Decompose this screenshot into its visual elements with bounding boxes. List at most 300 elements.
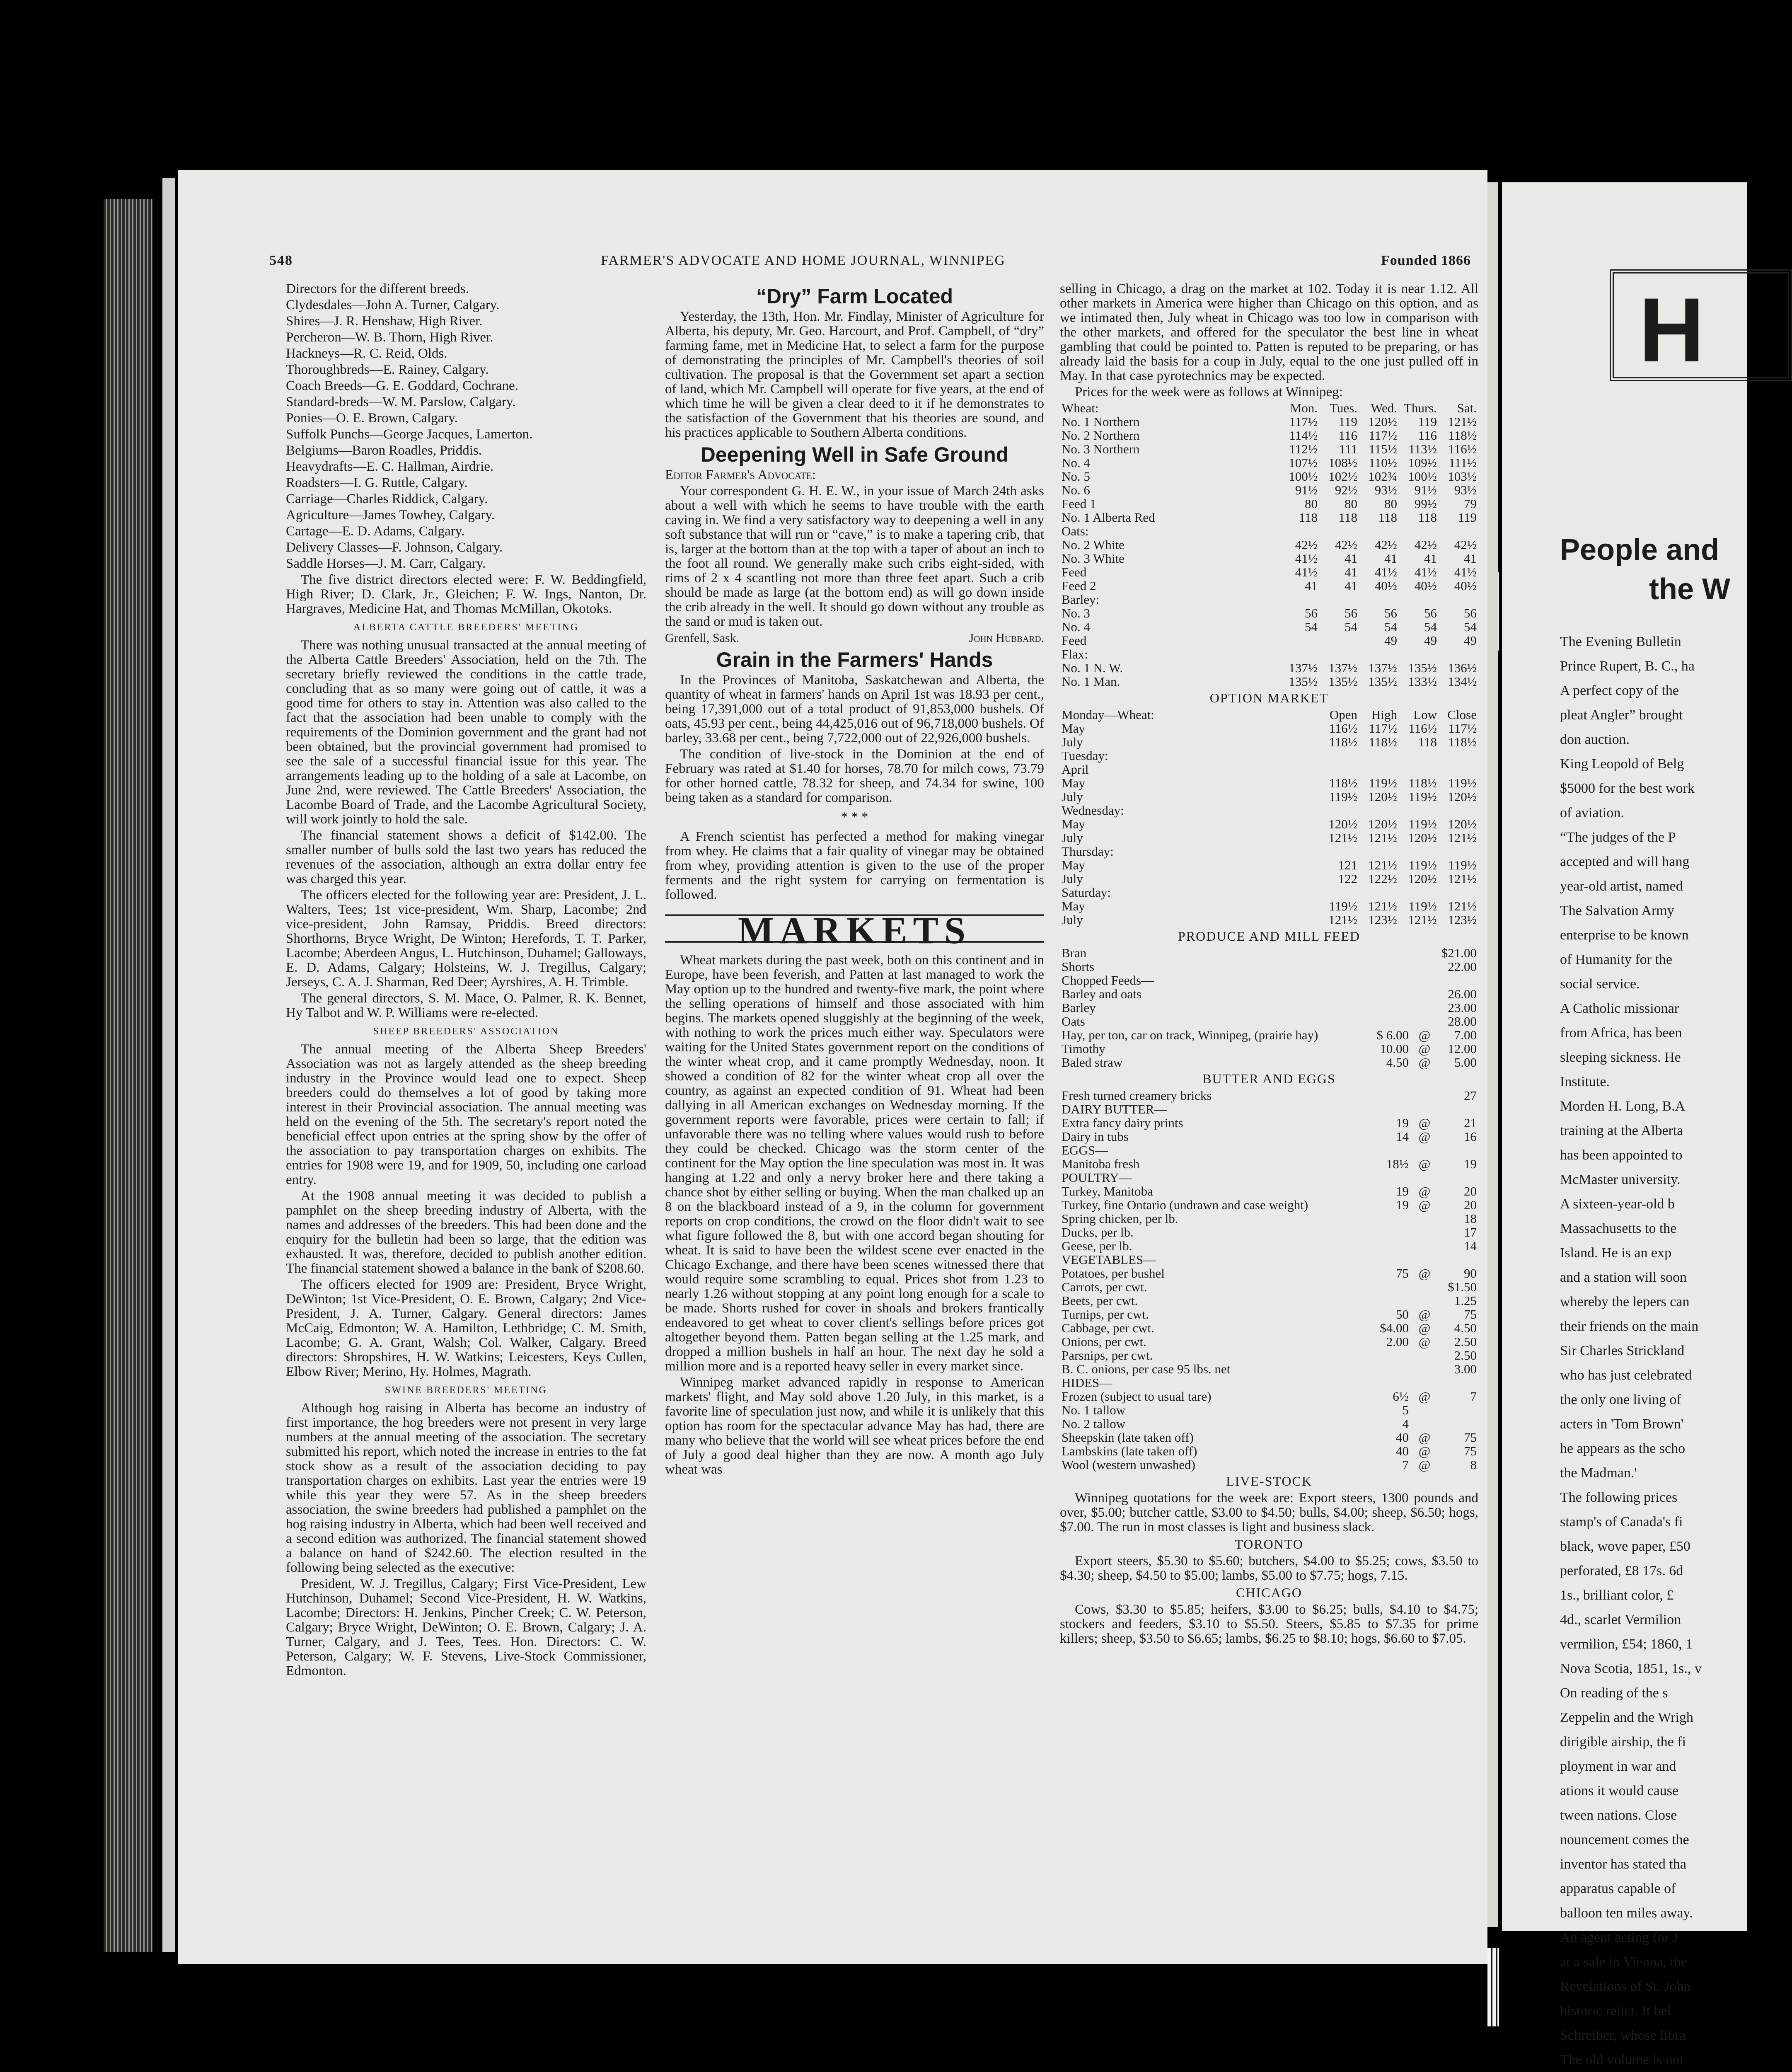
table-cell: 107½ bbox=[1289, 455, 1318, 470]
table-cell: 42½ bbox=[1295, 537, 1318, 552]
table-cell: 119½ bbox=[1448, 858, 1477, 872]
table-cell bbox=[1371, 1253, 1410, 1266]
table-row bbox=[1060, 1389, 1478, 1403]
breed-directors-list bbox=[286, 298, 646, 571]
table-cell: Timothy bbox=[1062, 1041, 1105, 1056]
table-cell bbox=[1410, 1171, 1439, 1184]
facing-title-line2: the W bbox=[1649, 573, 1730, 606]
breed-director-line: Clydesdales—John A. Turner, Calgary. bbox=[286, 298, 500, 312]
table-cell bbox=[1279, 634, 1319, 647]
table-cell: @ bbox=[1418, 1198, 1431, 1212]
table-cell: 117½ bbox=[1289, 414, 1318, 429]
table-cell: Onions, per cwt. bbox=[1062, 1334, 1146, 1349]
newspaper-page bbox=[178, 170, 1487, 1964]
table-cell: No. 2 Northern bbox=[1062, 428, 1140, 443]
table-cell: 116½ bbox=[1448, 442, 1477, 456]
markets-article bbox=[665, 953, 1044, 1477]
table-cell bbox=[1439, 1143, 1478, 1157]
table-cell: 134½ bbox=[1448, 674, 1477, 689]
district-directors: The five district directors elected were: F. W. Beddingfield, High River; D. Clark, Jr., Gleichen; F. W. Ings, Nanton, Dr. Hargraves, Medicine Hat, and Thomas McMillan, Okotoks. bbox=[286, 572, 646, 616]
table-row bbox=[1060, 415, 1478, 428]
table-cell: May bbox=[1062, 858, 1085, 872]
table-cell bbox=[1439, 749, 1478, 762]
winnipeg-prices-table bbox=[1060, 401, 1478, 688]
table-row bbox=[1060, 456, 1478, 470]
table-cell: 135½ bbox=[1368, 674, 1397, 689]
table-cell: 91½ bbox=[1414, 483, 1437, 497]
table-cell: 23.00 bbox=[1448, 1000, 1477, 1015]
table-row bbox=[1060, 511, 1478, 524]
table-cell bbox=[1410, 1280, 1439, 1294]
table-cell: 121½ bbox=[1368, 858, 1397, 872]
table-cell: 50 bbox=[1396, 1307, 1409, 1322]
table-row bbox=[1060, 1157, 1478, 1171]
livestock-text: Winnipeg quotations for the week are: Export steers, 1300 pounds and over, $5.00; butcher cattle, $3.00 to $4.50; bulls, $4.00; sheep, $6.50; hogs, $7.00. The run in most classes is light and business slack. bbox=[1060, 1491, 1478, 1535]
table-cell: 49 bbox=[1424, 633, 1437, 648]
table-cell: Carrots, per cwt. bbox=[1062, 1280, 1147, 1294]
table-cell: 121½ bbox=[1328, 830, 1357, 845]
table-cell: 42½ bbox=[1414, 537, 1437, 552]
table-cell: No. 2 tallow bbox=[1062, 1416, 1126, 1431]
table-cell bbox=[1319, 634, 1359, 647]
table-cell: EGGS— bbox=[1062, 1143, 1108, 1157]
table-row bbox=[1060, 634, 1478, 647]
table-cell: May bbox=[1062, 721, 1085, 736]
table-cell: 119½ bbox=[1408, 789, 1437, 804]
breed-director-line: Saddle Horses—J. M. Carr, Calgary. bbox=[286, 556, 486, 571]
table-cell bbox=[1371, 1171, 1410, 1184]
table-cell bbox=[1439, 973, 1478, 987]
prices-intro: Prices for the week were as follows at Winnipeg: bbox=[1075, 385, 1343, 399]
table-cell: Tuesday: bbox=[1062, 748, 1108, 763]
facing-page-line: Schreiber, whose libra bbox=[1560, 2028, 1686, 2043]
table-cell: 118½ bbox=[1329, 735, 1357, 749]
table-cell: 119½ bbox=[1329, 789, 1357, 804]
table-cell: Turkey, Manitoba bbox=[1062, 1184, 1153, 1198]
table-cell: Turnips, per cwt. bbox=[1062, 1307, 1149, 1322]
table-cell bbox=[1359, 804, 1399, 817]
facing-page-line: whereby the lepers can bbox=[1560, 1294, 1690, 1310]
sheep-heading: SHEEP BREEDERS' ASSOCIATION bbox=[373, 1026, 559, 1037]
table-row bbox=[1060, 647, 1478, 661]
table-row bbox=[1060, 790, 1478, 804]
table-cell: 4.50 bbox=[1386, 1055, 1409, 1070]
table-cell: 118 bbox=[1418, 735, 1437, 749]
table-cell bbox=[1439, 1403, 1478, 1417]
table-row bbox=[1060, 1028, 1478, 1042]
table-cell: Bran bbox=[1062, 946, 1087, 960]
table-cell: 91½ bbox=[1295, 483, 1318, 497]
table-cell: 17 bbox=[1464, 1225, 1477, 1239]
table-cell: 109½ bbox=[1408, 455, 1437, 470]
table-row bbox=[1060, 1014, 1478, 1028]
table-cell: 93½ bbox=[1374, 483, 1397, 497]
facing-page-line: ployment in war and bbox=[1560, 1759, 1676, 1774]
table-cell bbox=[1410, 973, 1439, 987]
table-cell: 118½ bbox=[1448, 428, 1477, 443]
table-cell: Shorts bbox=[1062, 959, 1095, 974]
table-cell: VEGETABLES— bbox=[1062, 1252, 1156, 1267]
option-market-heading: OPTION MARKET bbox=[1209, 690, 1329, 705]
table-cell: $4.00 bbox=[1380, 1321, 1409, 1335]
table-row bbox=[1060, 1102, 1478, 1116]
facing-page-line: of aviation. bbox=[1560, 805, 1624, 821]
well-place: Grenfell, Sask. bbox=[665, 631, 740, 645]
table-cell bbox=[1371, 1294, 1410, 1307]
table-cell: $21.00 bbox=[1441, 946, 1477, 960]
facing-page-line: dirigible airship, the fi bbox=[1560, 1734, 1686, 1750]
table-cell bbox=[1371, 1143, 1410, 1157]
table-cell: $1.50 bbox=[1448, 1280, 1477, 1294]
table-cell: 115½ bbox=[1369, 442, 1397, 456]
table-cell: 14 bbox=[1396, 1129, 1409, 1144]
table-cell bbox=[1399, 647, 1439, 661]
table-cell: 111 bbox=[1339, 442, 1357, 456]
table-row bbox=[1060, 762, 1478, 776]
table-cell: HIDES— bbox=[1062, 1375, 1112, 1390]
table-cell: @ bbox=[1418, 1184, 1431, 1198]
table-cell: 41 bbox=[1305, 579, 1318, 593]
table-row bbox=[1060, 817, 1478, 831]
table-row bbox=[1060, 442, 1478, 456]
facing-page-line: and a station will soon bbox=[1560, 1270, 1687, 1285]
table-header-cell: High bbox=[1371, 707, 1397, 722]
facing-page-line: apparatus capable of bbox=[1560, 1881, 1676, 1896]
table-cell: Spring chicken, per lb. bbox=[1062, 1211, 1178, 1226]
breed-director-line: Shires—J. R. Henshaw, High River. bbox=[286, 314, 483, 329]
table-cell: @ bbox=[1418, 1389, 1431, 1404]
table-cell: 40½ bbox=[1414, 579, 1437, 593]
table-cell: @ bbox=[1418, 1321, 1431, 1335]
table-cell bbox=[1319, 804, 1359, 817]
table-row bbox=[1060, 661, 1478, 675]
table-cell: April bbox=[1062, 762, 1089, 777]
table-cell: 79 bbox=[1464, 496, 1477, 511]
table-cell bbox=[1399, 845, 1439, 858]
table-cell: Lambskins (late taken off) bbox=[1062, 1444, 1197, 1458]
breed-director-line: Coach Breeds—G. E. Goddard, Cochrane. bbox=[286, 378, 518, 393]
table-row bbox=[1060, 1431, 1478, 1444]
table-cell bbox=[1410, 1225, 1439, 1239]
table-cell: @ bbox=[1418, 1129, 1431, 1144]
table-cell: B. C. onions, per case 95 lbs. net bbox=[1062, 1362, 1231, 1376]
table-cell: 119 bbox=[1418, 414, 1437, 429]
table-cell bbox=[1410, 1376, 1439, 1389]
table-cell: 121½ bbox=[1448, 899, 1477, 913]
table-cell: 137½ bbox=[1289, 661, 1318, 675]
facing-page-line: has been appointed to bbox=[1560, 1147, 1683, 1163]
table-cell bbox=[1319, 762, 1359, 776]
breed-director-line: Hackneys—R. C. Reid, Olds. bbox=[286, 346, 447, 361]
table-cell: 118½ bbox=[1408, 776, 1437, 790]
table-cell: 28.00 bbox=[1448, 1014, 1477, 1029]
table-cell: 75 bbox=[1464, 1307, 1477, 1322]
table-cell: Feed 2 bbox=[1062, 579, 1096, 593]
table-cell: 7.00 bbox=[1454, 1028, 1477, 1042]
table-cell: 54 bbox=[1384, 620, 1397, 634]
table-row bbox=[1060, 872, 1478, 886]
table-header-cell: Sat. bbox=[1457, 401, 1477, 415]
table-row bbox=[1060, 1116, 1478, 1130]
table-cell: No. 2 White bbox=[1062, 537, 1125, 552]
table-cell: 54 bbox=[1464, 620, 1477, 634]
table-header-cell: Thurs. bbox=[1403, 401, 1437, 415]
table-cell: Frozen (subject to usual tare) bbox=[1062, 1389, 1212, 1404]
table-cell: July bbox=[1062, 913, 1083, 927]
facing-page-line: acters in 'Tom Brown' bbox=[1560, 1416, 1683, 1432]
table-cell: 120½ bbox=[1448, 817, 1477, 831]
table-cell: 22.00 bbox=[1448, 959, 1477, 974]
table-cell: No. 3 Northern bbox=[1062, 442, 1140, 456]
cattle-paragraph: The financial statement shows a deficit of $142.00. The smaller number of bulls sold the last two years has reduced the revenues of the association, although an extra dollar entry fee was charged this year. bbox=[286, 828, 646, 886]
table-cell: 54 bbox=[1424, 620, 1437, 634]
table-cell: 121 bbox=[1338, 858, 1357, 872]
table-cell: 119½ bbox=[1408, 899, 1437, 913]
table-cell: 120½ bbox=[1408, 830, 1437, 845]
table-row bbox=[1060, 1055, 1478, 1069]
table-cell: 119½ bbox=[1408, 817, 1437, 831]
facing-page-line: King Leopold of Belg bbox=[1560, 756, 1684, 772]
table-cell: Parsnips, per cwt. bbox=[1062, 1348, 1153, 1363]
table-cell: 108½ bbox=[1328, 455, 1357, 470]
table-cell: 121½ bbox=[1448, 871, 1477, 886]
table-row bbox=[1060, 899, 1478, 913]
breed-director-line: Carriage—Charles Riddick, Calgary. bbox=[286, 491, 488, 506]
table-cell bbox=[1371, 946, 1410, 960]
table-cell: 117½ bbox=[1369, 428, 1397, 443]
table-row bbox=[1060, 483, 1478, 497]
table-header-cell: Close bbox=[1447, 707, 1477, 722]
table-cell bbox=[1410, 1102, 1439, 1116]
table-cell bbox=[1439, 1171, 1478, 1184]
facing-page-line: from Africa, has been bbox=[1560, 1025, 1682, 1041]
directors-intro: Directors for the different breeds. bbox=[286, 281, 469, 296]
table-cell: 75 bbox=[1464, 1444, 1477, 1458]
table-row bbox=[1060, 620, 1478, 634]
table-cell: 118 bbox=[1299, 510, 1318, 525]
facing-page-line: A Catholic missionar bbox=[1560, 1001, 1679, 1016]
table-cell: 119½ bbox=[1329, 899, 1357, 913]
facing-page-line: Sir Charles Strickland bbox=[1560, 1343, 1685, 1358]
table-row bbox=[1060, 831, 1478, 845]
table-cell bbox=[1439, 1102, 1478, 1116]
facing-page-line: tween nations. Close bbox=[1560, 1808, 1677, 1823]
table-cell bbox=[1439, 886, 1478, 899]
facing-page-line: pleat Angler” brought bbox=[1560, 707, 1683, 723]
breed-director-line: Belgiums—Baron Roadles, Priddis. bbox=[286, 443, 482, 458]
facing-page-title bbox=[1560, 530, 1730, 609]
facing-page-line: The Salvation Army bbox=[1560, 903, 1674, 918]
table-cell: 49 bbox=[1464, 633, 1477, 648]
table-cell bbox=[1399, 886, 1439, 899]
table-cell: 121½ bbox=[1368, 899, 1397, 913]
table-cell: 120½ bbox=[1408, 871, 1437, 886]
table-cell: 122 bbox=[1338, 871, 1357, 886]
table-cell: 19 bbox=[1396, 1198, 1409, 1212]
table-cell: 80 bbox=[1384, 496, 1397, 511]
table-cell: Oats: bbox=[1062, 524, 1089, 538]
table-cell: @ bbox=[1418, 1444, 1431, 1458]
table-cell: 5 bbox=[1402, 1403, 1409, 1417]
facing-page-line: Institute. bbox=[1560, 1074, 1610, 1089]
table-cell: 75 bbox=[1396, 1266, 1409, 1280]
breed-director-line: Percheron—W. B. Thorn, High River. bbox=[286, 330, 493, 345]
table-row bbox=[1060, 524, 1478, 538]
facing-page-line: Prince Rupert, B. C., ha bbox=[1560, 658, 1695, 674]
table-row bbox=[1060, 1143, 1478, 1157]
grain-heading: Grain in the Farmers' Hands bbox=[716, 648, 993, 671]
table-cell: Barley: bbox=[1062, 592, 1100, 607]
table-cell: 40½ bbox=[1374, 579, 1397, 593]
journal-title: FARMER'S ADVOCATE AND HOME JOURNAL, WINNIPEG bbox=[601, 253, 1006, 268]
table-cell bbox=[1371, 973, 1410, 987]
table-row bbox=[1060, 470, 1478, 483]
table-cell: 118 bbox=[1338, 510, 1357, 525]
table-cell: 21 bbox=[1464, 1116, 1477, 1130]
table-cell: 135½ bbox=[1408, 661, 1437, 675]
breed-director-line: Heavydrafts—E. C. Hallman, Airdrie. bbox=[286, 459, 494, 474]
table-row bbox=[1060, 1444, 1478, 1458]
table-row bbox=[1060, 1171, 1478, 1184]
table-cell bbox=[1410, 1143, 1439, 1157]
masthead-letters: H bbox=[1639, 279, 1705, 381]
breed-director-line: Roadsters—I. G. Ruttle, Calgary. bbox=[286, 475, 468, 490]
facing-page-line: black, wove paper, £50 bbox=[1560, 1539, 1690, 1554]
breed-director-line: Cartage—E. D. Adams, Calgary. bbox=[286, 524, 465, 539]
table-row bbox=[1060, 1348, 1478, 1362]
facing-page-line: 1s., brilliant color, £ bbox=[1560, 1588, 1674, 1603]
table-cell bbox=[1439, 804, 1478, 817]
table-cell: 54 bbox=[1345, 620, 1357, 634]
founded-year: Founded 1866 bbox=[1381, 253, 1471, 268]
table-cell: 41½ bbox=[1295, 565, 1318, 579]
table-cell bbox=[1319, 647, 1359, 661]
table-cell: Flax: bbox=[1062, 647, 1088, 661]
facing-page-line: balloon ten miles away. bbox=[1560, 1905, 1693, 1921]
table-cell bbox=[1319, 886, 1359, 899]
table-header-cell: Mon. bbox=[1290, 401, 1318, 415]
facing-page-line: “The judges of the P bbox=[1560, 830, 1676, 845]
table-row bbox=[1060, 565, 1478, 579]
facing-page-line: don auction. bbox=[1560, 732, 1630, 747]
table-cell: 80 bbox=[1345, 496, 1357, 511]
table-cell: May bbox=[1062, 817, 1085, 831]
table-cell: Wool (western unwashed) bbox=[1062, 1457, 1195, 1472]
table-cell bbox=[1359, 762, 1399, 776]
facing-page-line: $5000 for the best work bbox=[1560, 781, 1695, 796]
table-row bbox=[1060, 497, 1478, 511]
table-cell: 118½ bbox=[1329, 776, 1357, 790]
table-cell: May bbox=[1062, 899, 1085, 913]
table-cell bbox=[1371, 1212, 1410, 1225]
table-cell: 56 bbox=[1305, 606, 1318, 620]
facing-page-line: Massachusetts to the bbox=[1560, 1221, 1677, 1236]
table-cell: POULTRY— bbox=[1062, 1170, 1132, 1185]
table-cell: 41 bbox=[1345, 579, 1357, 593]
table-cell: 137½ bbox=[1328, 661, 1357, 675]
cattle-paragraph: There was nothing unusual transacted at the annual meeting of the Alberta Cattle Breeders' Association, held on the 7th. The secretary briefly reviewed the conditions in the cattle trade, concluding that as so many were going out of cattle, it was a good time for others to stay in. Attention was also called to the fact that the association had been unable to comply with the requirements of the Dominion government and the grant had not been obtained, but the provincial government had promised to see the sale of a successful financial issue for this year. The arrangements leading up to the holding of a sale at Lacombe, on June 2nd, were reviewed. The Cattle Breeders' Association, the Lacombe Board of Trade, and the Lacombe Agricultural Society, will work jointly to hold the sale. bbox=[286, 638, 646, 827]
table-cell: May bbox=[1062, 776, 1085, 790]
binding-clip-icon bbox=[1487, 1948, 1499, 2026]
table-row bbox=[1060, 1212, 1478, 1225]
table-cell bbox=[1279, 524, 1319, 538]
table-row bbox=[1060, 946, 1478, 960]
table-cell bbox=[1410, 1089, 1439, 1102]
table-cell: 26.00 bbox=[1448, 987, 1477, 1001]
table-row bbox=[1060, 845, 1478, 858]
table-cell: 10.00 bbox=[1380, 1041, 1409, 1056]
table-row bbox=[1060, 1130, 1478, 1143]
table-row bbox=[1060, 886, 1478, 899]
table-cell: DAIRY BUTTER— bbox=[1062, 1102, 1167, 1116]
table-cell: 116½ bbox=[1408, 721, 1437, 736]
table-cell bbox=[1410, 1417, 1439, 1431]
table-cell: 111½ bbox=[1449, 455, 1477, 470]
table-cell: Feed bbox=[1062, 565, 1087, 579]
table-cell bbox=[1439, 1376, 1478, 1389]
table-cell: 121½ bbox=[1448, 414, 1477, 429]
table-cell: 114½ bbox=[1289, 428, 1318, 443]
facing-page-line: accepted and will hang bbox=[1560, 854, 1690, 869]
table-cell: 92½ bbox=[1335, 483, 1357, 497]
table-cell: 19 bbox=[1396, 1116, 1409, 1130]
table-cell: 120½ bbox=[1328, 817, 1357, 831]
table-cell bbox=[1371, 1102, 1410, 1116]
table-cell bbox=[1371, 1225, 1410, 1239]
table-cell: 56 bbox=[1384, 606, 1397, 620]
well-heading: Deepening Well in Safe Ground bbox=[700, 443, 1009, 466]
table-cell: Chopped Feeds— bbox=[1062, 973, 1154, 988]
dry-farm-heading: “Dry” Farm Located bbox=[756, 285, 953, 308]
table-cell: 5.00 bbox=[1454, 1055, 1477, 1070]
table-cell: @ bbox=[1418, 1055, 1431, 1070]
table-cell: 56 bbox=[1345, 606, 1357, 620]
table-cell: 41 bbox=[1345, 551, 1357, 566]
table-cell: Thursday: bbox=[1062, 844, 1114, 859]
table-cell: 20 bbox=[1464, 1184, 1477, 1198]
table-header-cell: Monday—Wheat: bbox=[1062, 707, 1154, 722]
table-cell: 75 bbox=[1464, 1430, 1477, 1445]
cattle-heading: ALBERTA CATTLE BREEDERS' MEETING bbox=[353, 622, 579, 633]
table-cell bbox=[1319, 593, 1359, 606]
table-row bbox=[1060, 1225, 1478, 1239]
table-row bbox=[1060, 593, 1478, 606]
table-cell bbox=[1359, 524, 1399, 538]
table-cell: 27 bbox=[1464, 1088, 1477, 1103]
facing-page-line: perforated, £8 17s. 6d bbox=[1560, 1563, 1683, 1578]
table-row bbox=[1060, 1253, 1478, 1266]
table-row bbox=[1060, 1266, 1478, 1280]
table-cell bbox=[1371, 1001, 1410, 1014]
page-number: 548 bbox=[269, 253, 293, 268]
well-signature bbox=[665, 631, 1044, 645]
table-cell: 121½ bbox=[1368, 830, 1397, 845]
table-cell bbox=[1410, 1014, 1439, 1028]
facing-page-line: On reading of the s bbox=[1560, 1685, 1668, 1701]
facing-page-line: An agent acting for J bbox=[1560, 1930, 1678, 1945]
table-cell bbox=[1319, 845, 1359, 858]
table-cell: 120½ bbox=[1368, 789, 1397, 804]
table-cell: 8 bbox=[1470, 1457, 1477, 1472]
butter-eggs-table bbox=[1060, 1089, 1478, 1472]
table-row bbox=[1060, 1042, 1478, 1055]
facing-page-line: of Humanity for the bbox=[1560, 952, 1672, 967]
facing-page-line: social service. bbox=[1560, 976, 1640, 992]
facing-page-line: Morden H. Long, B.A bbox=[1560, 1099, 1686, 1114]
table-cell bbox=[1410, 946, 1439, 960]
toronto-heading: TORONTO bbox=[1235, 1537, 1303, 1552]
table-cell: 116 bbox=[1418, 428, 1437, 443]
